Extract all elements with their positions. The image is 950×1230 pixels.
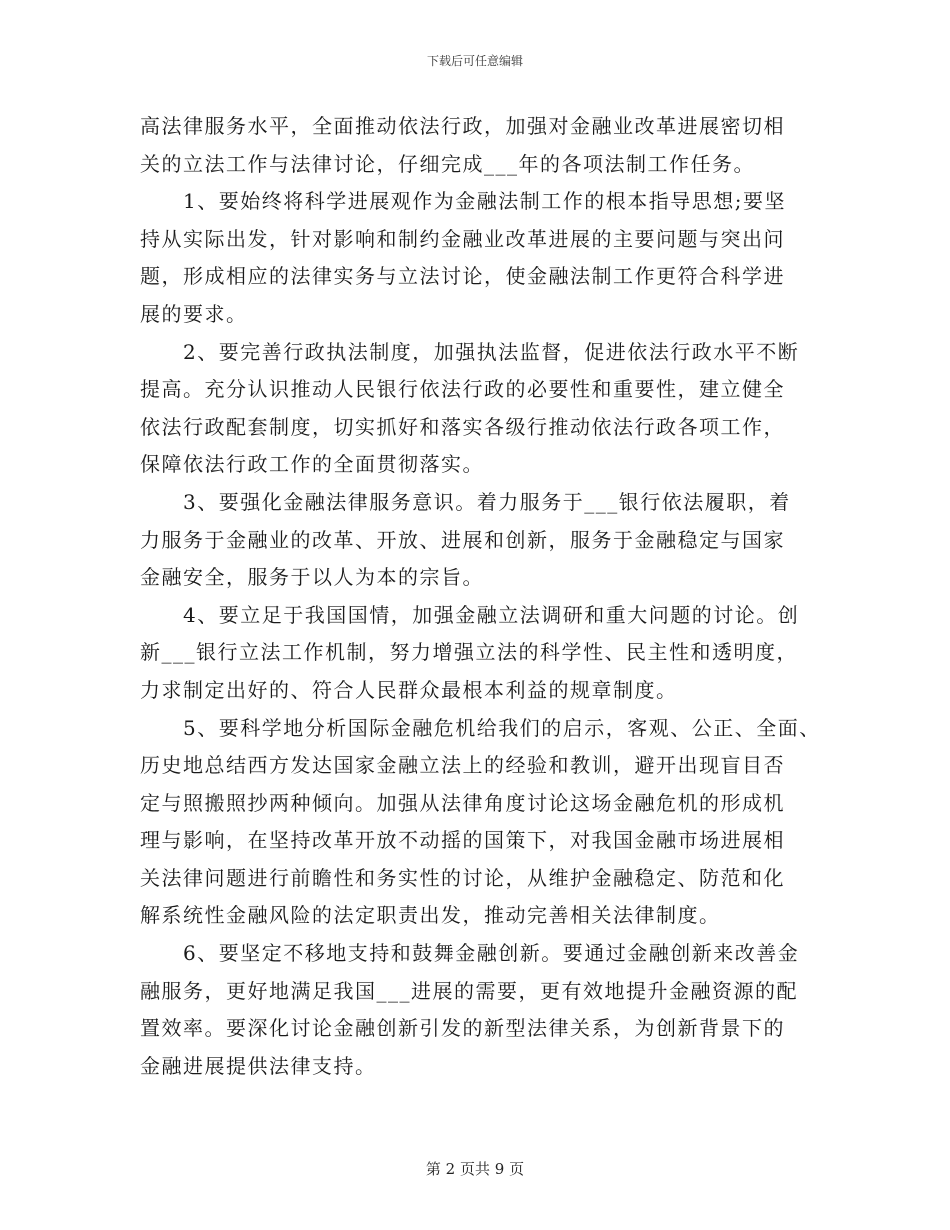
page-footer: 第 2 页共 9 页 [425,1160,525,1178]
text-line: 题，形成相应的法律实务与立法讨论，使金融法制工作更符合科学进 [140,264,785,289]
text-line: 力求制定出好的、符合人民群众最根本利益的规章制度。 [140,677,678,702]
text-line: 历史地总结西方发达国家金融立法上的经验和教训，避开出现盲目否 [140,753,785,778]
text-line: 展的要求。 [140,301,248,326]
text-line: 6、要坚定不移地支持和鼓舞金融创新。要通过金融创新来改善金 [140,941,800,966]
text-line: 5、要科学地分析国际金融危机给我们的启示，客观、公正、全面、 [140,715,821,740]
text-line: 3、要强化金融法律服务意识。着力服务于___银行依法履职，着 [140,489,791,514]
text-line: 提高。充分认识推动人民银行依法行政的必要性和重要性，建立健全 [140,377,785,402]
document-body [140,108,820,1085]
text-line: 力服务于金融业的改革、开放、进展和创新，服务于金融稳定与国家 [140,527,785,552]
text-line: 融服务，更好地满足我国___进展的需要，更有效地提升金融资源的配 [140,978,798,1003]
text-line: 高法律服务水平，全面推动依法行政，加强对金融业改革进展密切相 [140,114,785,138]
text-line: 保障依法行政工作的全面贯彻落实。 [140,452,484,477]
text-line: 金融安全，服务于以人为本的宗旨。 [140,565,484,590]
text-line: 新___银行立法工作机制，努力增强立法的科学性、民主性和透明度， [140,640,798,665]
text-line: 解系统性金融风险的法定职责出发，推动完善相关法律制度。 [140,903,721,928]
text-line: 关的立法工作与法律讨论，仔细完成___年的各项法制工作任务。 [140,151,755,176]
page-header: 下载后可任意编辑 [426,54,523,68]
text-line: 持从实际出发，针对影响和制约金融业改革进展的主要问题与突出问 [140,226,785,251]
text-line: 4、要立足于我国国情，加强金融立法调研和重大问题的讨论。创 [140,602,800,627]
text-line: 1、要始终将科学进展观作为金融法制工作的根本指导思想;要坚 [140,189,786,214]
text-line: 关法律问题进行前瞻性和务实性的讨论，从维护金融稳定、防范和化 [140,865,785,890]
text-line: 2、要完善行政执法制度，加强执法监督，促进依法行政水平不断 [140,339,800,364]
text-line: 金融进展提供法律支持。 [140,1053,377,1078]
text-line: 依法行政配套制度，切实抓好和落实各级行推动依法行政各项工作， [140,414,785,439]
text-line: 定与照搬照抄两种倾向。加强从法律角度讨论这场金融危机的形成机 [140,790,785,815]
text-line: 置效率。要深化讨论金融创新引发的新型法律关系，为创新背景下的 [140,1016,785,1041]
text-line: 理与影响，在坚持改革开放不动摇的国策下，对我国金融市场进展相 [140,828,785,853]
